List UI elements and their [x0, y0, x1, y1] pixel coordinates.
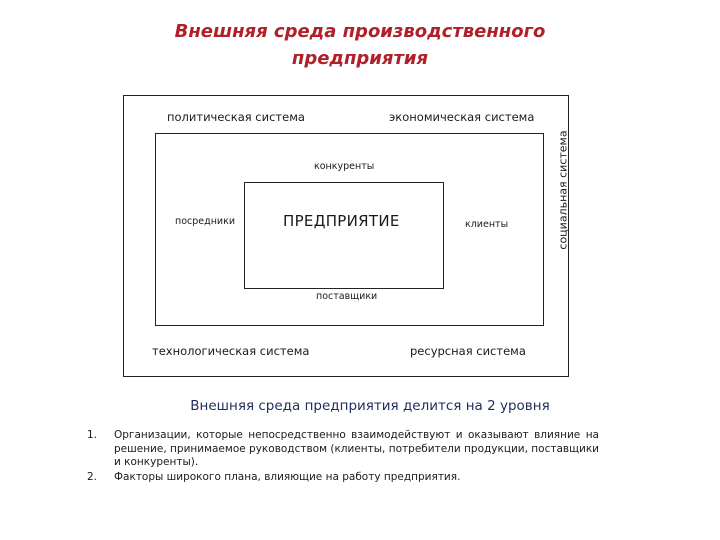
label-technological-system: технологическая система: [152, 344, 310, 358]
list-item: [87, 429, 599, 470]
enterprise-box: [244, 182, 444, 289]
title-line-2: предприятия: [291, 48, 429, 69]
list-item-number: 2.: [87, 470, 98, 483]
levels-list: [87, 429, 599, 485]
title-line-1: Внешняя среда производственного: [174, 21, 546, 42]
label-clients: клиенты: [465, 219, 509, 230]
label-political-system: политическая система: [167, 110, 305, 124]
list-item-text: Факторы широкого плана, влияющие на работу предприятия.: [114, 470, 461, 483]
list-item-text: Организации, которые непосредственно взаимодействуют и оказывают влияние на решение, принимаемое руководством (клиенты, потребители продукции, поставщики и конкуренты).: [114, 429, 599, 469]
label-suppliers: поставщики: [316, 291, 378, 302]
list-item-number: 1.: [87, 429, 98, 441]
label-enterprise: ПРЕДПРИЯТИЕ: [283, 212, 400, 230]
label-resource-system: ресурсная система: [410, 344, 526, 358]
label-competitors: конкуренты: [314, 161, 375, 172]
label-intermediaries: посредники: [175, 216, 235, 227]
list-item: [87, 471, 599, 485]
label-economic-system: экономическая система: [389, 110, 535, 124]
page-title: [0, 18, 720, 72]
levels-subtitle: Внешняя среда предприятия делится на 2 уровня: [190, 398, 550, 414]
label-social-system: социальная система: [556, 130, 570, 250]
